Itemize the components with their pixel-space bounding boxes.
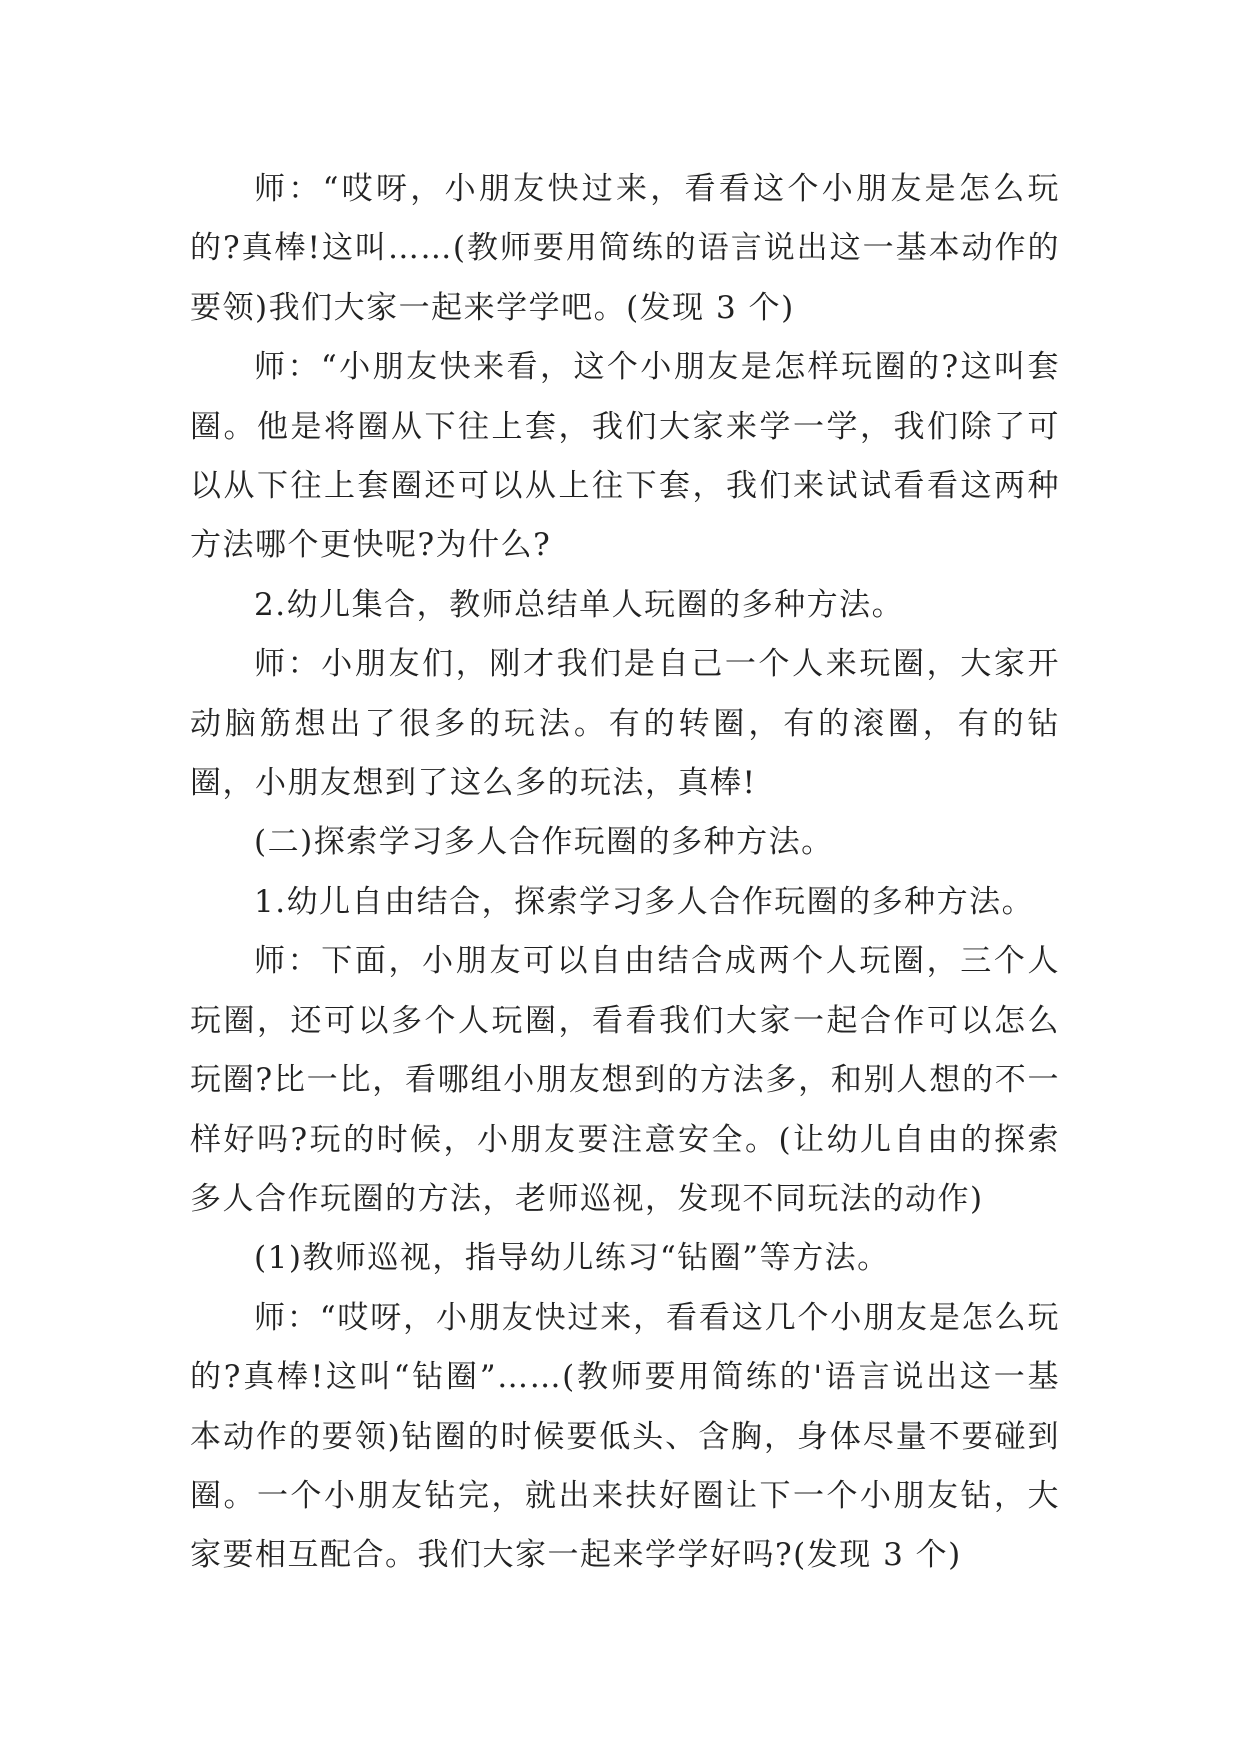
paragraph-teacher-group-play: 师：下面，小朋友可以自由结合成两个人玩圈，三个人玩圈，还可以多个人玩圈，看看我们大家一起合作可以怎么玩圈?比一比，看哪组小朋友想到的方法多，和别人想的不一样好吗?玩的时候，小朋友要注意安全。(让幼儿自由的探索多人合作玩圈的方法，老师巡视，发现不同玩法的动作) <box>190 943 1060 1217</box>
paragraph-substep-1-heading: (1)教师巡视，指导幼儿练习“钻圈”等方法。 <box>254 1240 890 1277</box>
paragraph-teacher-summary: 师：小朋友们，刚才我们是自己一个人来玩圈，大家开动脑筋想出了很多的玩法。有的转圈，有的滚圈，有的钻圈，小朋友想到了这么多的玩法，真棒! <box>190 646 1060 802</box>
paragraph-step-1-heading: 1.幼儿自由结合，探索学习多人合作玩圈的多种方法。 <box>254 883 1035 920</box>
document-body <box>190 160 1060 1586</box>
paragraph-teacher-ring-toss: 师：“小朋友快来看，这个小朋友是怎样玩圈的?这叫套圈。他是将圈从下往上套，我们大家来学一学，我们除了可以从下往上套圈还可以从上往下套，我们来试试看看这两种方法哪个更快呢?为什么? <box>190 349 1060 564</box>
paragraph-teacher-drill-ring: 师：“哎呀，小朋友快过来，看看这几个小朋友是怎么玩的?真棒!这叫“钻圈”……(教师要用简练的'语言说出这一基本动作的要领)钻圈的时候要低头、含胸，身体尽量不要碰到圈。一个小朋友钻完，就出来扶好圈让下一个小朋友钻，大家要相互配合。我们大家一起来学学好吗?(发现 3 个) <box>190 1299 1060 1574</box>
paragraph-teacher-demo-intro: 师：“哎呀，小朋友快过来，看看这个小朋友是怎么玩的?真棒!这叫……(教师要用简练的语言说出这一基本动作的要领)我们大家一起来学学吧。(发现 3 个) <box>190 171 1060 326</box>
paragraph-section-2-heading: (二)探索学习多人合作玩圈的多种方法。 <box>254 824 834 861</box>
paragraph-step-2-heading: 2.幼儿集合，教师总结单人玩圈的多种方法。 <box>254 586 905 623</box>
